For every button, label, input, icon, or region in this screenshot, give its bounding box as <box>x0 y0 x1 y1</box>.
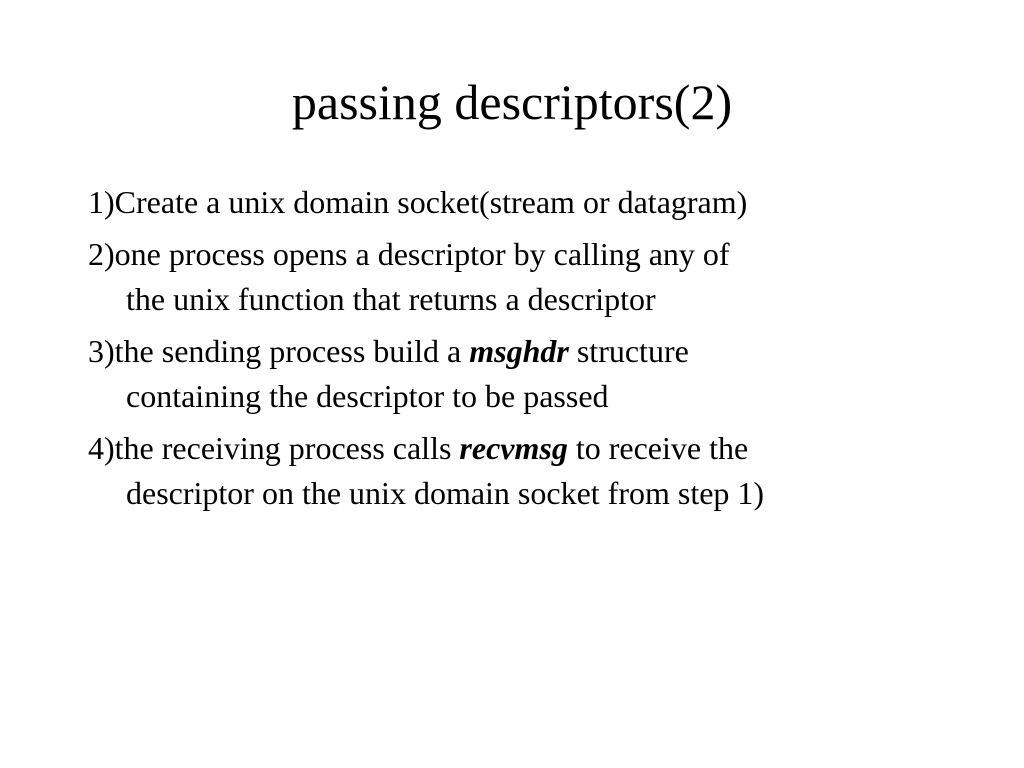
list-item <box>88 232 968 322</box>
list-item <box>88 180 968 225</box>
bullet-continuation: the unix function that returns a descriptor <box>126 281 656 317</box>
slide-title: passing descriptors(2) <box>291 74 733 130</box>
bullet-text-start: 3)the sending process build a <box>88 333 470 369</box>
bullet-text-end: structure <box>568 333 689 369</box>
bullet-continuation: descriptor on the unix domain socket from step 1) <box>126 475 765 511</box>
list-item <box>88 329 968 419</box>
bullet-list <box>88 180 968 523</box>
bullet-text: 2)one process opens a descriptor by calling any of <box>88 236 730 272</box>
bullet-text-end: to receive the <box>567 430 749 466</box>
code-term-recvmsg: recvmsg <box>459 430 568 466</box>
code-term-msghdr: msghdr <box>469 333 569 369</box>
list-item <box>88 426 968 516</box>
bullet-continuation: containing the descriptor to be passed <box>126 378 609 414</box>
bullet-text-start: 4)the receiving process calls <box>88 430 460 466</box>
bullet-text: 1)Create a unix domain socket(stream or datagram) <box>88 184 748 220</box>
